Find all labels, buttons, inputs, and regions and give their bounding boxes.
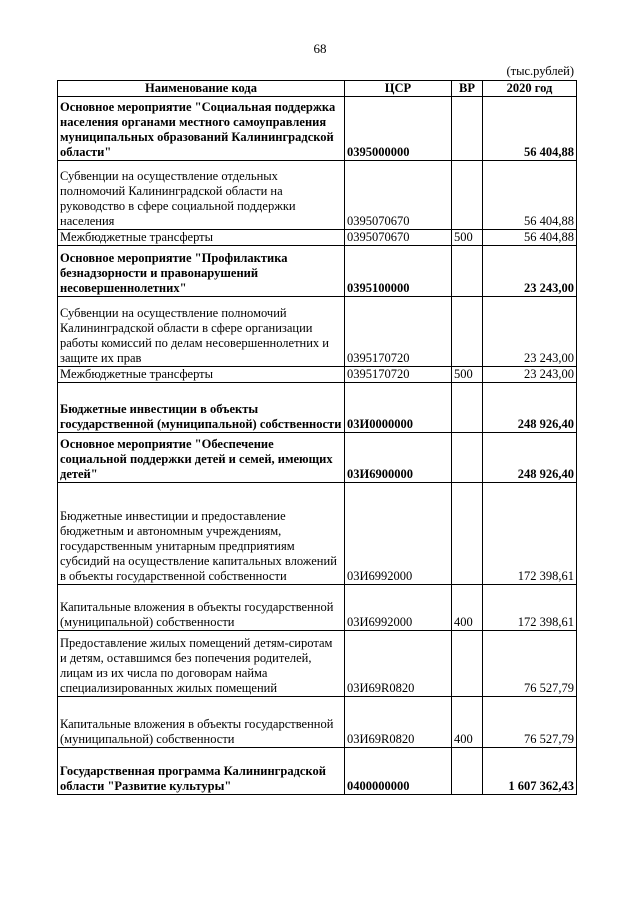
- header-year: 2020 год: [483, 81, 577, 97]
- cell-name: Предоставление жилых помещений детям-сиротам и детям, оставшимся без попечения родителей, лицам из их числа по договорам найма специализированных жилых помещений: [58, 631, 345, 697]
- cell-amount: 172 398,61: [483, 483, 577, 585]
- cell-vr: [452, 748, 483, 795]
- cell-amount: 172 398,61: [483, 585, 577, 631]
- table-body: [58, 97, 577, 795]
- cell-amount: 1 607 362,43: [483, 748, 577, 795]
- units-label: (тыс.рублей): [506, 64, 574, 78]
- cell-name: Бюджетные инвестиции в объекты государственной (муниципальной) собственности: [58, 383, 345, 433]
- cell-csr: 03И69R0820: [345, 631, 452, 697]
- cell-amount: 248 926,40: [483, 383, 577, 433]
- cell-amount: 23 243,00: [483, 367, 577, 383]
- table-row: [58, 297, 577, 367]
- cell-name: Основное мероприятие "Обеспечение социальной поддержки детей и семей, имеющих детей": [58, 433, 345, 483]
- cell-amount: 76 527,79: [483, 631, 577, 697]
- cell-csr: 0395170720: [345, 367, 452, 383]
- cell-csr: 03И6992000: [345, 483, 452, 585]
- header-name: Наименование кода: [58, 81, 345, 97]
- budget-table: [57, 80, 577, 795]
- table-row: [58, 383, 577, 433]
- cell-csr: 03И6900000: [345, 433, 452, 483]
- cell-vr: [452, 483, 483, 585]
- cell-csr: 0395070670: [345, 230, 452, 246]
- cell-amount: 76 527,79: [483, 697, 577, 748]
- cell-amount: 23 243,00: [483, 297, 577, 367]
- cell-name: Капитальные вложения в объекты государственной (муниципальной) собственности: [58, 697, 345, 748]
- cell-vr: [452, 246, 483, 297]
- table-row: [58, 483, 577, 585]
- table-header-row: [58, 81, 577, 97]
- header-csr: ЦСР: [345, 81, 452, 97]
- cell-vr: 400: [452, 697, 483, 748]
- cell-csr: 03И0000000: [345, 383, 452, 433]
- cell-csr: 0395170720: [345, 297, 452, 367]
- table-row: [58, 367, 577, 383]
- cell-amount: 56 404,88: [483, 230, 577, 246]
- table-row: [58, 697, 577, 748]
- cell-vr: 500: [452, 230, 483, 246]
- cell-name: Субвенции на осуществление отдельных полномочий Калининградской области на руководство в сфере социальной поддержки населения: [58, 161, 345, 230]
- cell-csr: 0395000000: [345, 97, 452, 161]
- cell-name: Бюджетные инвестиции и предоставление бюджетным и автономным учреждениям, государственным унитарным предприятиям субсидий на осуществление капитальных вложений в объекты государственной собственности: [58, 483, 345, 585]
- cell-csr: 03И69R0820: [345, 697, 452, 748]
- page-number: 68: [313, 41, 327, 56]
- table-row: [58, 97, 577, 161]
- cell-amount: 56 404,88: [483, 161, 577, 230]
- cell-csr: 0395100000: [345, 246, 452, 297]
- cell-vr: 400: [452, 585, 483, 631]
- cell-name: Основное мероприятие "Социальная поддержка населения органами местного самоуправления муниципальных образований Калининградской области": [58, 97, 345, 161]
- cell-amount: 248 926,40: [483, 433, 577, 483]
- cell-vr: [452, 631, 483, 697]
- cell-vr: [452, 433, 483, 483]
- table-row: [58, 585, 577, 631]
- table-row: [58, 433, 577, 483]
- cell-vr: [452, 383, 483, 433]
- cell-vr: 500: [452, 367, 483, 383]
- cell-name: Субвенции на осуществление полномочий Калининградской области в сфере организации работы комиссий по делам несовершеннолетних и защите их прав: [58, 297, 345, 367]
- cell-csr: 0395070670: [345, 161, 452, 230]
- cell-vr: [452, 97, 483, 161]
- cell-csr: 03И6992000: [345, 585, 452, 631]
- cell-name: Государственная программа Калининградской области "Развитие культуры": [58, 748, 345, 795]
- table-row: [58, 161, 577, 230]
- cell-name: Капитальные вложения в объекты государственной (муниципальной) собственности: [58, 585, 345, 631]
- cell-vr: [452, 297, 483, 367]
- cell-name: Межбюджетные трансферты: [58, 367, 345, 383]
- cell-amount: 23 243,00: [483, 246, 577, 297]
- cell-vr: [452, 161, 483, 230]
- cell-name: Межбюджетные трансферты: [58, 230, 345, 246]
- table-row: [58, 230, 577, 246]
- table-row: [58, 631, 577, 697]
- header-vr: ВР: [452, 81, 483, 97]
- table-row: [58, 246, 577, 297]
- cell-csr: 0400000000: [345, 748, 452, 795]
- cell-name: Основное мероприятие "Профилактика безнадзорности и правонарушений несовершеннолетних": [58, 246, 345, 297]
- table-row: [58, 748, 577, 795]
- cell-amount: 56 404,88: [483, 97, 577, 161]
